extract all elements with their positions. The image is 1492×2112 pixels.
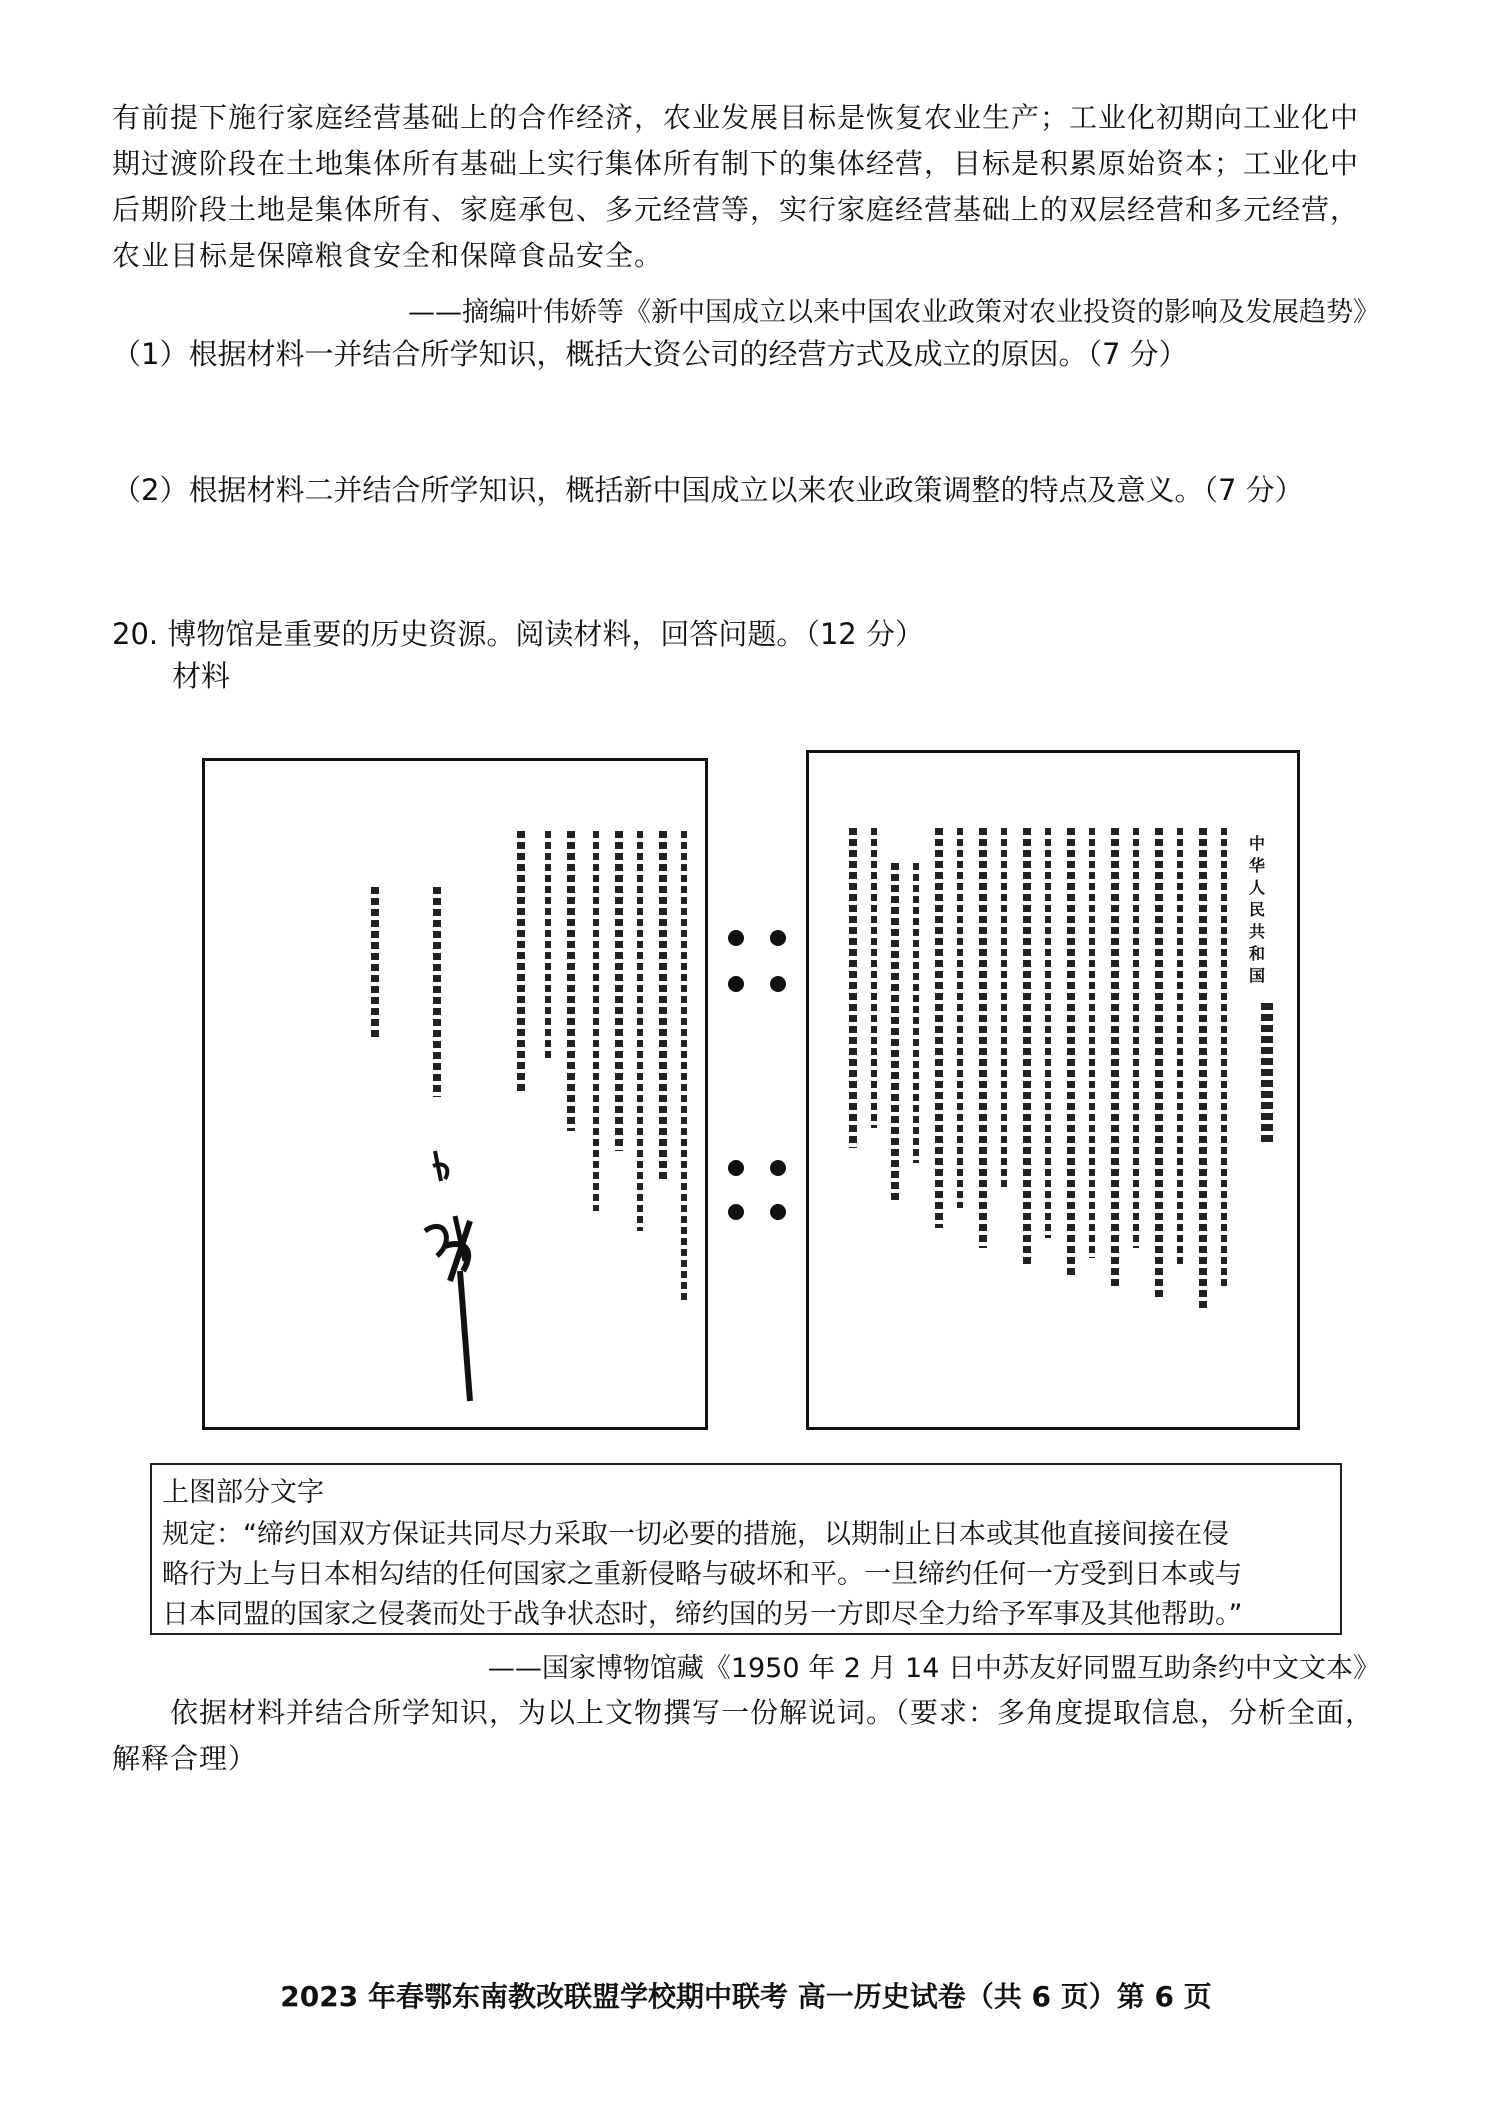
text-column [1199, 828, 1207, 1308]
question-20-task [112, 1690, 1380, 1782]
text-column [979, 828, 987, 1248]
figure-source: ——国家博物馆藏《1950 年 2 月 14 日中苏友好同盟互助条约中文文本》 [487, 1653, 1380, 1684]
text-column [567, 831, 575, 1131]
text-column [1261, 1003, 1273, 1143]
text-column [891, 863, 899, 1203]
text-column [433, 887, 441, 1097]
treaty-left-page [202, 758, 708, 1430]
text-column [637, 831, 643, 1231]
question-19-part-2: （2）根据材料二并结合所学知识，概括新中国成立以来农业政策调整的特点及意义。（7 分） [112, 473, 1304, 507]
binding-hole [728, 1204, 744, 1220]
text-column [1001, 828, 1007, 1188]
question-19-part-1: （1）根据材料一并结合所学知识，概括大资公司的经营方式及成立的原因。（7 分） [112, 337, 1188, 371]
treaty-right-page [806, 750, 1300, 1430]
text-column [681, 831, 687, 1301]
material-two-paragraph [112, 95, 1380, 279]
question-20-title: 20. 博物馆是重要的历史资源。阅读材料，回答问题。（12 分） [112, 617, 924, 651]
material-two-source: ——摘编叶伟娇等《新中国成立以来中国农业政策对农业投资的影响及发展趋势》 [408, 297, 1380, 328]
page-footer: 2023 年春鄂东南教改联盟学校期中联考 高一历史试卷（共 6 页）第 6 页 [280, 1980, 1212, 2013]
text-column [849, 828, 857, 1148]
text-column [1111, 828, 1119, 1288]
caption-line: 规定：“缔约国双方保证共同尽力采取一切必要的措施，以期制止日本或其他直接间接在侵 [162, 1519, 1229, 1550]
paragraph-line: 有前提下施行家庭经营基础上的合作经济，农业发展目标是恢复农业生产；工业化初期向工业化中 [112, 101, 1360, 134]
caption-text [162, 1515, 1330, 1635]
paragraph-line: 后期阶段土地是集体所有、家庭承包、多元经营等，实行家庭经营基础上的双层经营和多元经营， [112, 193, 1360, 226]
binding-hole [770, 1204, 786, 1220]
binding-hole [728, 930, 744, 946]
text-column [517, 831, 525, 1091]
text-column [593, 831, 599, 1211]
text-column [1155, 828, 1163, 1298]
paragraph-line: 期过渡阶段在土地集体所有基础上实行集体所有制下的集体经营，目标是积累原始资本；工业化中 [112, 147, 1360, 180]
task-line: 依据材料并结合所学知识，为以上文物撰写一份解说词。（要求：多角度提取信息，分析全面， [170, 1696, 1375, 1729]
binding-hole [728, 1160, 744, 1176]
binding-hole [770, 976, 786, 992]
caption-line: 略行为上与日本相勾结的任何国家之重新侵略与破坏和平。一旦缔约任何一方受到日本或与 [162, 1559, 1242, 1590]
text-column [913, 863, 919, 1163]
treaty-document-figure [198, 740, 1298, 1440]
figure-caption-box [150, 1463, 1342, 1635]
text-column [871, 828, 877, 1128]
text-column [1023, 828, 1031, 1268]
text-column [1133, 828, 1139, 1248]
binding-hole [770, 1160, 786, 1176]
binding-hole [770, 930, 786, 946]
material-label: 材料 [172, 659, 231, 693]
text-column [957, 828, 963, 1208]
caption-line: 日本同盟的国家之侵袭而处于战争状态时，缔约国的另一方即尽全力给予军事及其他帮助。” [162, 1599, 1243, 1630]
text-column [935, 828, 943, 1228]
text-column [1089, 828, 1095, 1258]
text-column [1221, 828, 1227, 1288]
text-column [659, 831, 667, 1181]
task-line: 解释合理） [112, 1742, 258, 1775]
text-column [1045, 828, 1051, 1238]
paragraph-line: 农业目标是保障粮食安全和保障食品安全。 [112, 239, 664, 272]
text-column [1067, 828, 1075, 1278]
text-column [615, 831, 623, 1151]
text-column [1177, 828, 1183, 1268]
right-page-title: 中华人民共和国 [1249, 834, 1266, 985]
text-column [545, 831, 551, 1061]
caption-title: 上图部分文字 [162, 1477, 324, 1508]
handwritten-signature [415, 1121, 495, 1411]
binding-hole [728, 976, 744, 992]
text-column [371, 887, 379, 1037]
